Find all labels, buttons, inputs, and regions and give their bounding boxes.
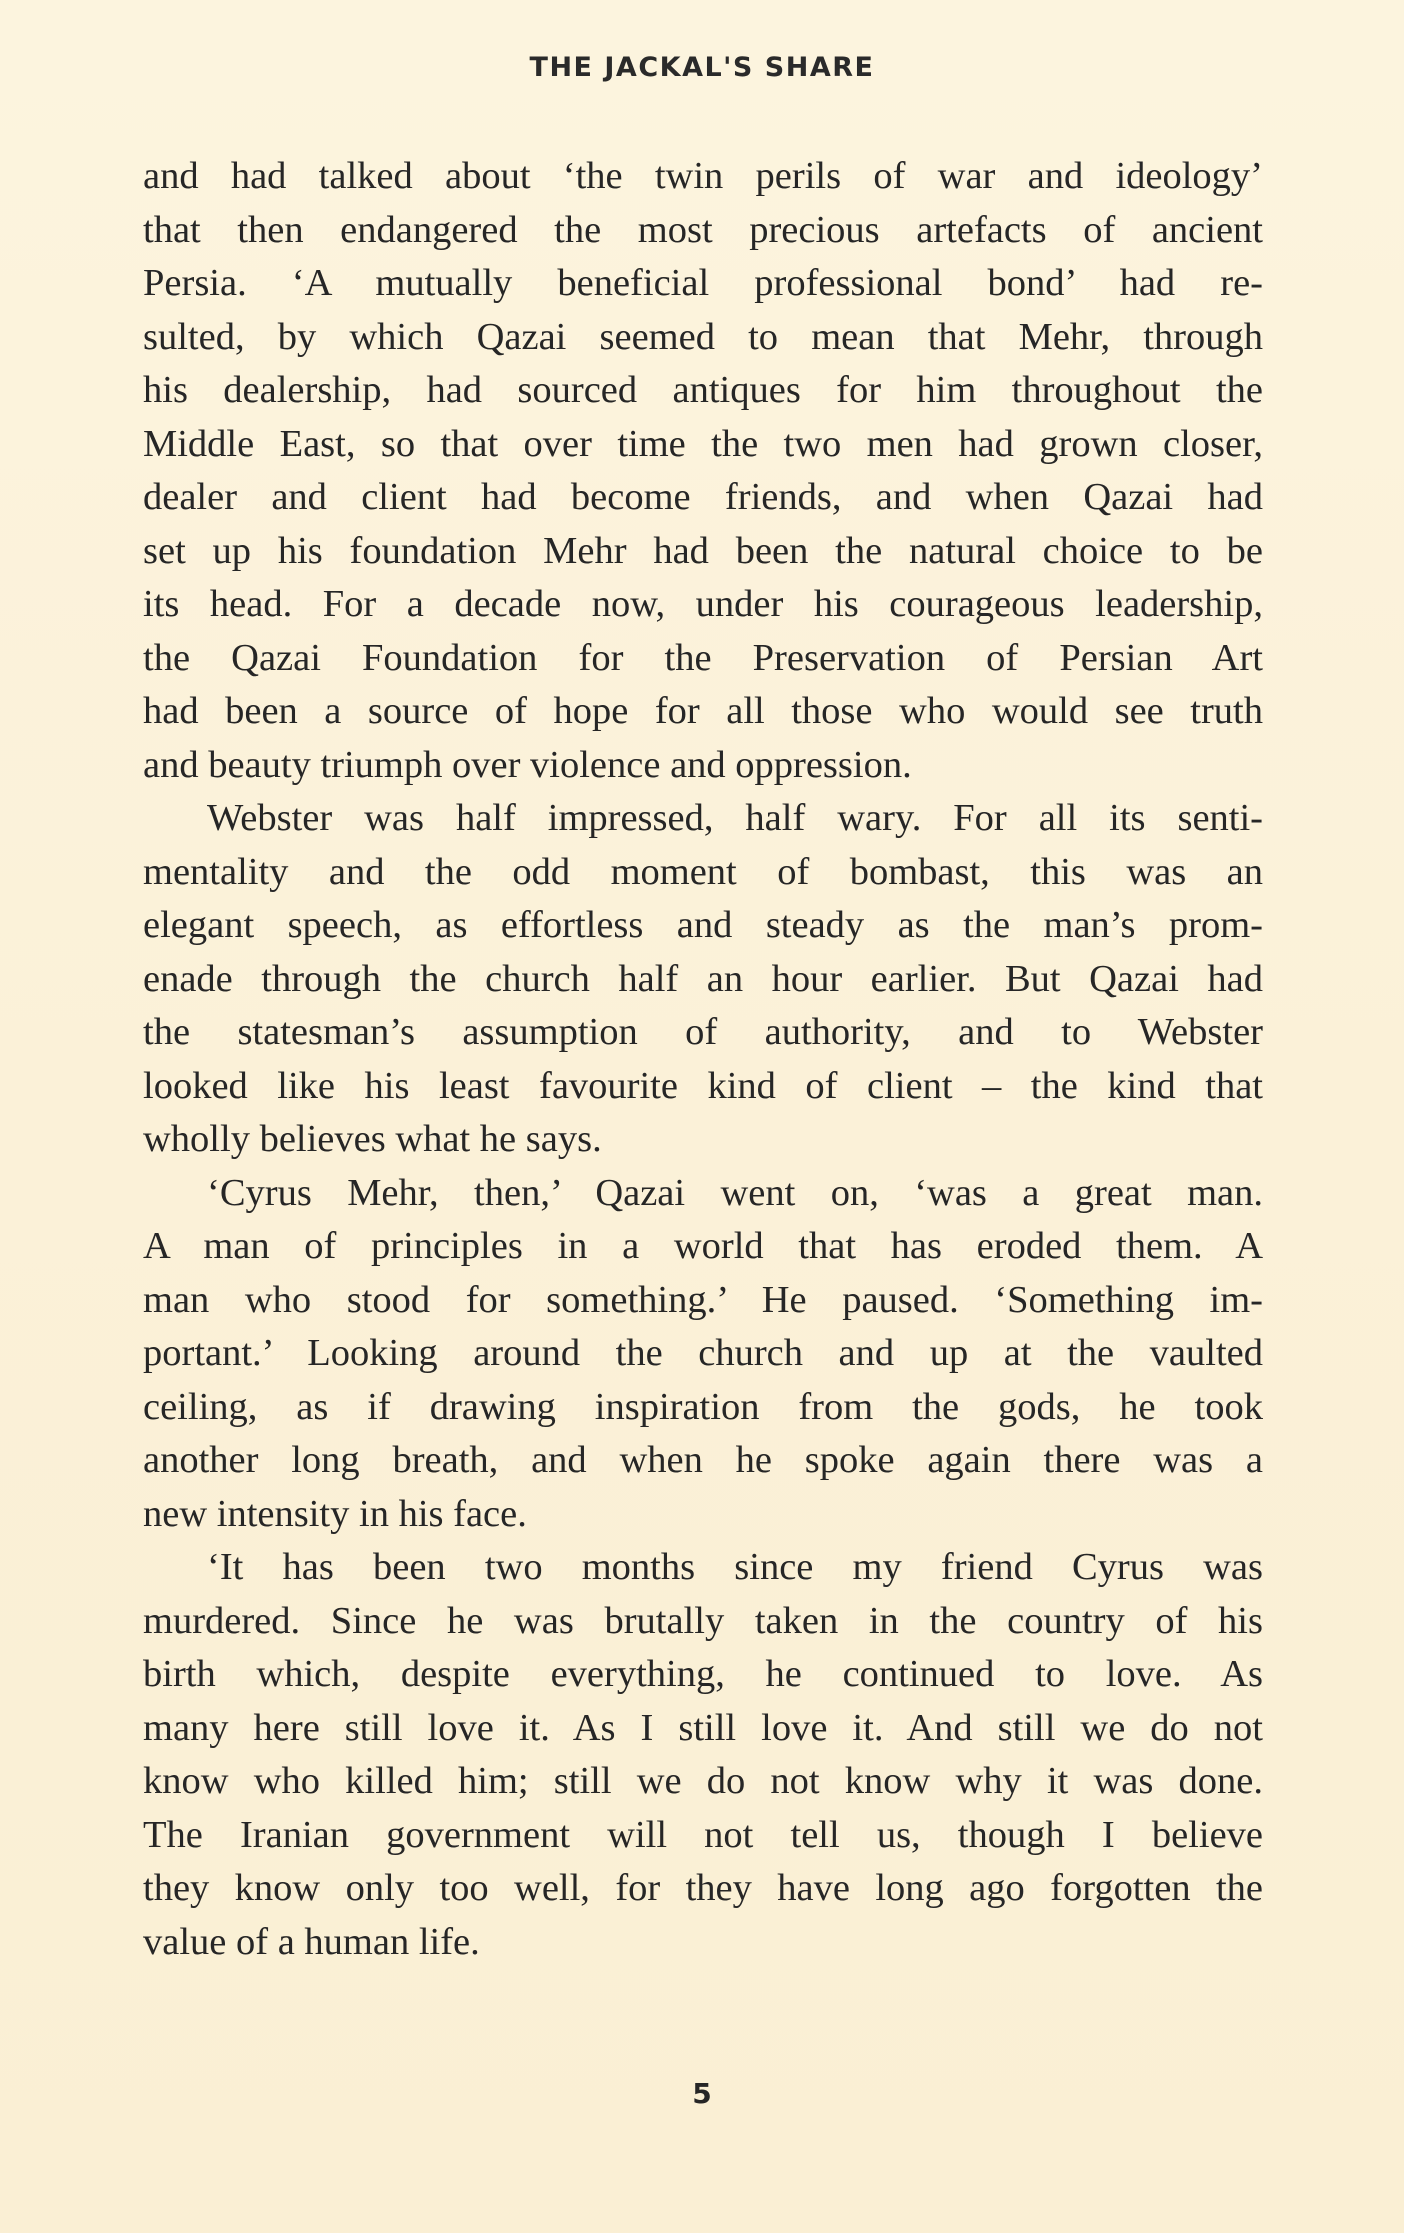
text-line: many here still love it. As I still love it. And still we do not bbox=[143, 1706, 1263, 1749]
text-line: Middle East, so that over time the two men had grown closer, bbox=[143, 422, 1263, 465]
text-line: Persia. ‘A mutually beneficial professional bond’ had re- bbox=[143, 262, 1263, 304]
text-line: wholly believes what he says. bbox=[143, 1118, 602, 1160]
text-line: that then endangered the most precious artefacts of ancient bbox=[143, 208, 1263, 251]
text-line: the Qazai Foundation for the Preservation of Persian Art bbox=[143, 636, 1263, 679]
text-line: know who killed him; still we do not know why it was done. bbox=[143, 1760, 1263, 1802]
text-line: looked like his least favourite kind of client – the kind that bbox=[143, 1064, 1263, 1107]
paragraph bbox=[143, 792, 1263, 1167]
text-line: ‘It has been two months since my friend Cyrus was bbox=[207, 1546, 1263, 1588]
page-number: 5 bbox=[692, 2077, 712, 2110]
text-line: the statesman’s assumption of authority, and to Webster bbox=[143, 1011, 1263, 1053]
text-line: another long breath, and when he spoke again there was a bbox=[143, 1439, 1263, 1481]
text-line: value of a human life. bbox=[143, 1920, 480, 1963]
text-line: murdered. Since he was brutally taken in the country of his bbox=[143, 1599, 1263, 1642]
running-head: THE JACKAL'S SHARE bbox=[529, 52, 875, 83]
text-line: sulted, by which Qazai seemed to mean that Mehr, through bbox=[143, 315, 1263, 358]
text-line: birth which, despite everything, he continued to love. As bbox=[143, 1653, 1263, 1695]
text-line: ‘Cyrus Mehr, then,’ Qazai went on, ‘was a great man. bbox=[207, 1171, 1263, 1214]
paragraph bbox=[143, 150, 1263, 792]
text-line: and had talked about ‘the twin perils of war and ideology’ bbox=[143, 155, 1263, 197]
text-line: man who stood for something.’ He paused. ‘Something im- bbox=[143, 1278, 1263, 1321]
paragraph bbox=[143, 1167, 1263, 1542]
text-line: new intensity in his face. bbox=[143, 1492, 527, 1535]
body-text bbox=[143, 150, 1263, 1969]
text-line: and beauty triumph over violence and oppression. bbox=[143, 743, 912, 786]
text-line: had been a source of hope for all those who would see truth bbox=[143, 690, 1263, 732]
text-line: portant.’ Looking around the church and up at the vaulted bbox=[143, 1332, 1263, 1374]
text-line: they know only too well, for they have long ago forgotten the bbox=[143, 1867, 1263, 1909]
text-line: enade through the church half an hour earlier. But Qazai had bbox=[143, 957, 1263, 1000]
text-line: mentality and the odd moment of bombast, this was an bbox=[143, 850, 1263, 893]
text-line: set up his foundation Mehr had been the natural choice to be bbox=[143, 529, 1263, 572]
text-line: Webster was half impressed, half wary. For all its senti- bbox=[207, 797, 1263, 839]
text-line: ceiling, as if drawing inspiration from the gods, he took bbox=[143, 1385, 1263, 1428]
text-line: his dealership, had sourced antiques for him throughout the bbox=[143, 369, 1263, 411]
text-line: its head. For a decade now, under his courageous leadership, bbox=[143, 583, 1263, 625]
text-line: The Iranian government will not tell us, though I believe bbox=[143, 1813, 1263, 1856]
text-line: A man of principles in a world that has eroded them. A bbox=[143, 1225, 1263, 1267]
text-line: elegant speech, as effortless and steady as the man’s prom- bbox=[143, 904, 1263, 946]
text-line: dealer and client had become friends, and when Qazai had bbox=[143, 476, 1263, 518]
paragraph bbox=[143, 1541, 1263, 1969]
